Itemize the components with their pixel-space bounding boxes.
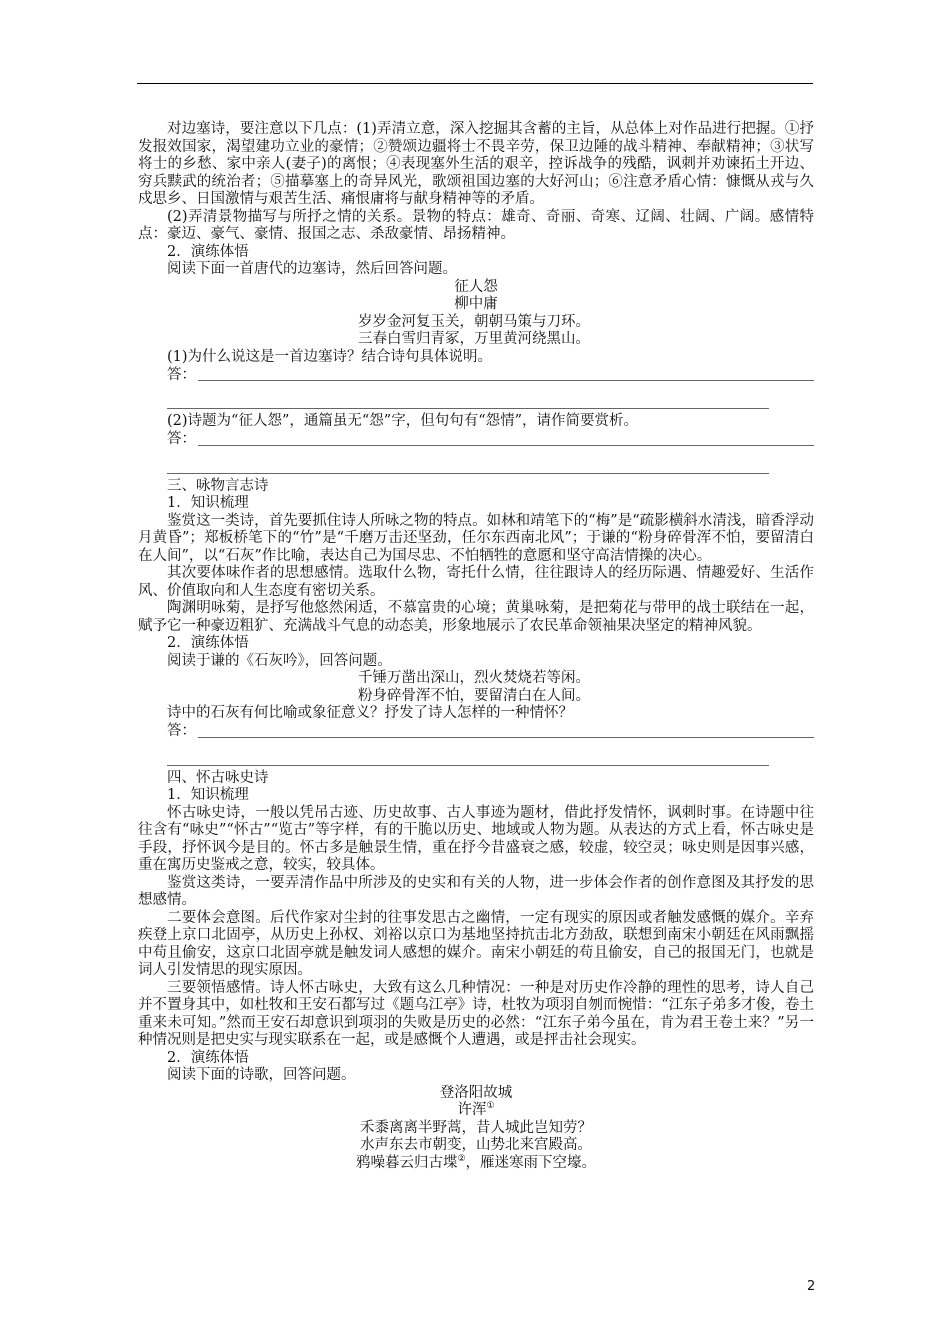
knowledge-heading: 1．知识梳理: [167, 787, 249, 803]
poem-title: 征人怨: [454, 278, 498, 295]
answer-field-3[interactable]: [138, 723, 814, 741]
answer-field-2[interactable]: [138, 431, 814, 449]
section-heading: 四、怀古咏史诗: [167, 769, 269, 786]
frontier-poem-tips: 对边塞诗，要注意以下几点：(1)弄清立意，深入挖掘其含蓄的主旨，从总体上对作品进行把握。①抒发报效国家，渴望建功立业的豪情；②赞颂边疆将士不畏辛劳，保卫边陲的战斗精神、奉献精神；③状写将士的乡愁、家中亲人(妻子)的离恨；④表现塞外生活的艰辛，控诉战争的残酷，讽刺并劝谏拓土开边、穷兵黩武的统治者；⑤描摹塞上的奇异风光，歌颂祖国边塞的大好河山；⑥注意矛盾心情：慷慨从戎与久戍思乡、日国激情与艰苦生活、痛恨庸将与献身精神等的矛盾。: [138, 121, 814, 207]
footnote-marker: ①: [486, 1101, 495, 1112]
header-rule: [137, 83, 813, 84]
answer-label: 答：: [167, 366, 196, 383]
poem-line: 鸦噪暮云归古堞②，雁迷寒雨下空壕。: [355, 1153, 597, 1171]
answer-field-1[interactable]: [138, 366, 814, 384]
history-poem-para-3: 二要体会意图。后代作家对尘封的往事发思古之幽情，一定有现实的原因或者触发感慨的媒介。辛弃疾登上京口北固亭，从历史上孙权、刘裕以京口为基地坚持抗击北方劲敌，联想到南宋小朝廷在风雨飘摇中苟且偷安，这京口北固亭就是触发词人感想的媒介。南宋小朝廷的苟且偷安，自己的报国无门，也就是词人引发情思的现实原因。: [138, 909, 814, 978]
object-poem-para-3: 陶渊明咏菊，是抒写他悠然闲适，不慕富贵的心境；黄巢咏菊，是把菊花与带甲的战士联结在一起，赋予它一种豪迈粗犷、充满战斗气息的动态美，形象地展示了农民革命领袖果决坚定的精神风貌。: [138, 600, 814, 634]
answer-blank-line[interactable]: [167, 449, 769, 474]
answer-line: [198, 737, 814, 738]
object-poem-para-1: 鉴赏这一类诗，首先要抓住诗人所咏之物的特点。如林和靖笔下的“梅”是“疏影横斜水清浅，暗香浮动月黄昏”；郑板桥笔下的“竹”是“千磨万击还坚劲，任尔东西南北风”；于谦的“粉身碎骨浑不怕，要留清白在人间”，以“石灰”作比喻，表达自己为国尽忠、不怕牺牲的意愿和坚守高洁情操的决心。: [138, 512, 814, 564]
footnote-marker: ②: [457, 1153, 466, 1164]
poem-line: 水声东去市朝变，山势北来宫殿高。: [360, 1137, 592, 1153]
document-body: [138, 121, 814, 1172]
answer-line: [198, 380, 814, 381]
poem-line: 禾黍离离半野蒿，昔人城此岂知劳？: [360, 1119, 592, 1136]
poem-author: 柳中庸: [454, 296, 498, 312]
section-heading: 三、咏物言志诗: [167, 477, 269, 494]
practice-instruction: 阅读下面的诗歌，回答问题。: [167, 1067, 356, 1083]
question-2: (2)诗题为“征人怨”，通篇虽无“怨”字，但句句有“怨情”，请作简要赏析。: [167, 413, 639, 429]
answer-line: [198, 445, 814, 446]
poem-line: 三春白雪归青冢，万里黄河绕黑山。: [358, 331, 590, 347]
answer-blank-line[interactable]: [167, 741, 769, 766]
question-1: (1)为什么说这是一首边塞诗？结合诗句具体说明。: [167, 348, 493, 365]
object-poem-para-2: 其次要体味作者的思想感情。选取什么物，寄托什么情，往往跟诗人的经历际遇、情趣爱好、生活作风、价值取向和人生态度有密切关系。: [138, 565, 814, 599]
practice-heading: 2．演练体悟: [167, 635, 249, 651]
poem-line: 岁岁金河复玉关，朝朝马策与刀环。: [358, 313, 590, 330]
history-poem-para-1: 怀古咏史诗，一般以凭吊古迹、历史故事、古人事迹为题材，借此抒发情怀，讽刺时事。在诗题中往往含有“咏史”“怀古”“览古”等字样，有的干脆以历史、地域或人物为题。从表达的方式上看，怀古咏史是手段，抒怀讽今是目的。怀古多是触景生情，重在抒今昔盛衰之感，较虚，较空灵；咏史则是因事兴感，重在寓历史鉴戒之意，较实，较具体。: [138, 804, 814, 873]
answer-label: 答：: [167, 723, 196, 739]
practice-heading: 2．演练体悟: [167, 1049, 249, 1066]
page-number: 2: [807, 1279, 816, 1294]
question: 诗中的石灰有何比喻或象征意义？抒发了诗人怎样的一种情怀？: [167, 705, 573, 721]
scenery-emotion-tips: (2)弄清景物描写与所抒之情的关系。景物的特点：雄奇、奇丽、奇寒、辽阔、壮阔、广阔。感情特点：豪迈、豪气、豪情、报国之志、杀敌豪情、昂扬精神。: [138, 208, 814, 242]
practice-instruction: 阅读于谦的《石灰吟》，回答问题。: [167, 652, 392, 669]
poem-title: 登洛阳故城: [439, 1084, 513, 1101]
knowledge-heading: 1．知识梳理: [167, 495, 249, 511]
practice-heading: 2．演练体悟: [167, 243, 249, 260]
history-poem-para-4: 三要领悟感情。诗人怀古咏史，大致有这么几种情况：一种是对历史作冷静的理性的思考，诗人自己并不置身其中，如杜牧和王安石都写过《题乌江亭》诗，杜牧为项羽自刎而惋惜：“江东子弟多才俊，卷土重来未可知。”然而王安石却意识到项羽的失败是历史的必然：“江东子弟今虽在，肯为君王卷土来？”另一种情况则是把史实与现实联系在一起，或是感慨个人遭遇，或是抨击社会现实。: [138, 979, 814, 1048]
poem-author: 许浑①: [457, 1101, 495, 1118]
practice-instruction: 阅读下面一首唐代的边塞诗，然后回答问题。: [167, 261, 457, 277]
history-poem-para-2: 鉴赏这类诗，一要弄清作品中所涉及的史实和有关的人物，进一步体会作者的创作意图及其抒发的思想感情。: [138, 874, 814, 908]
poem-line: 粉身碎骨浑不怕，要留清白在人间。: [358, 687, 590, 704]
answer-label: 答：: [167, 431, 196, 447]
poem-line: 千锤万凿出深山，烈火焚烧若等闲。: [358, 670, 590, 686]
answer-blank-line[interactable]: [167, 384, 769, 409]
